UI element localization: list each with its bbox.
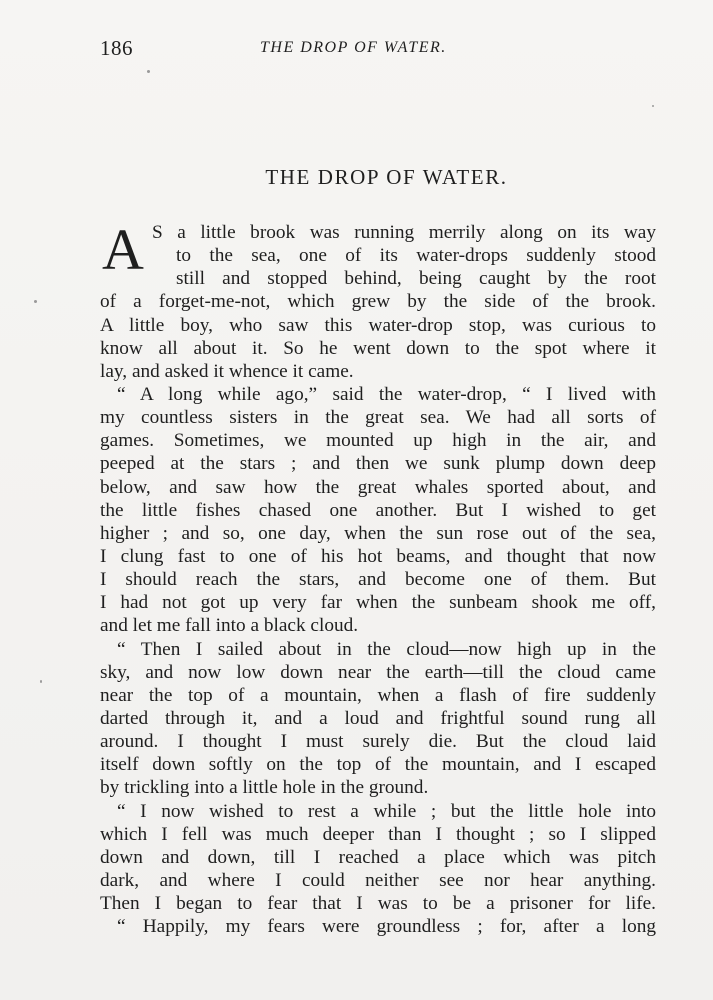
text-line: down and down, till I reached a place which was pitch xyxy=(100,846,656,868)
text-line: which I fell was much deeper than I thought ; so I slipped xyxy=(100,823,656,845)
text-line: to the sea, one of its water-drops suddenly stood xyxy=(176,245,656,267)
paper-speck xyxy=(147,70,150,73)
text-line: darted through it, and a loud and frightful sound rung all xyxy=(100,707,656,729)
story-body xyxy=(100,217,656,938)
text-line: dark, and where I could neither see nor hear anything. xyxy=(100,869,656,891)
paper-speck xyxy=(40,680,42,683)
text-line: lay, and asked it whence it came. xyxy=(100,360,354,382)
text-line: “ I now wished to rest a while ; but the little hole into xyxy=(117,800,656,822)
text-line: games. Sometimes, we mounted up high in the air, and xyxy=(100,430,656,452)
text-line: A little boy, who saw this water-drop stop, was curious to xyxy=(100,314,656,336)
text-line: and let me fall into a black cloud. xyxy=(100,615,359,637)
page-number: 186 xyxy=(100,36,133,60)
text-line: the little fishes chased one another. But I wished to get xyxy=(100,499,656,521)
text-line: around. I thought I must surely die. But the cloud laid xyxy=(100,731,656,753)
running-head: THE DROP OF WATER. xyxy=(260,39,447,56)
text-line: itself down softly on the top of the mountain, and I escaped xyxy=(100,754,656,776)
text-line: still and stopped behind, being caught by the root xyxy=(176,268,656,290)
text-line: by trickling into a little hole in the ground. xyxy=(100,777,429,799)
story-title: THE DROP OF WATER. xyxy=(265,165,508,189)
text-line: “ Happily, my fears were groundless ; for, after a long xyxy=(117,916,656,938)
text-line: I had not got up very far when the sunbeam shook me off, xyxy=(100,592,656,614)
text-line: “ Then I sailed about in the cloud—now high up in the xyxy=(117,638,656,660)
drop-cap: A xyxy=(102,217,144,282)
text-line: of a forget-me-not, which grew by the side of the brook. xyxy=(100,291,656,313)
text-line: higher ; and so, one day, when the sun rose out of the sea, xyxy=(100,522,656,544)
text-line: near the top of a mountain, when a flash of fire suddenly xyxy=(100,684,656,706)
text-line: I clung fast to one of his hot beams, and thought that now xyxy=(100,545,656,567)
text-line: I should reach the stars, and become one of them. But xyxy=(100,569,656,591)
paper-speck xyxy=(34,300,37,303)
text-line: my countless sisters in the great sea. We had all sorts of xyxy=(100,407,656,429)
page-header xyxy=(100,36,655,62)
paper-speck xyxy=(652,105,654,107)
text-line: sky, and now low down near the earth—till the cloud came xyxy=(100,661,656,683)
text-line: Then I began to fear that I was to be a prisoner for life. xyxy=(100,893,656,915)
text-line: below, and saw how the great whales sported about, and xyxy=(100,476,656,498)
text-line: peeped at the stars ; and then we sunk plump down deep xyxy=(100,453,656,475)
text-line: “ A long while ago,” said the water-drop, “ I lived with xyxy=(117,383,656,405)
text-line: S a little brook was running merrily along on its way xyxy=(152,222,656,243)
text-line: know all about it. So he went down to the spot where it xyxy=(100,337,656,359)
